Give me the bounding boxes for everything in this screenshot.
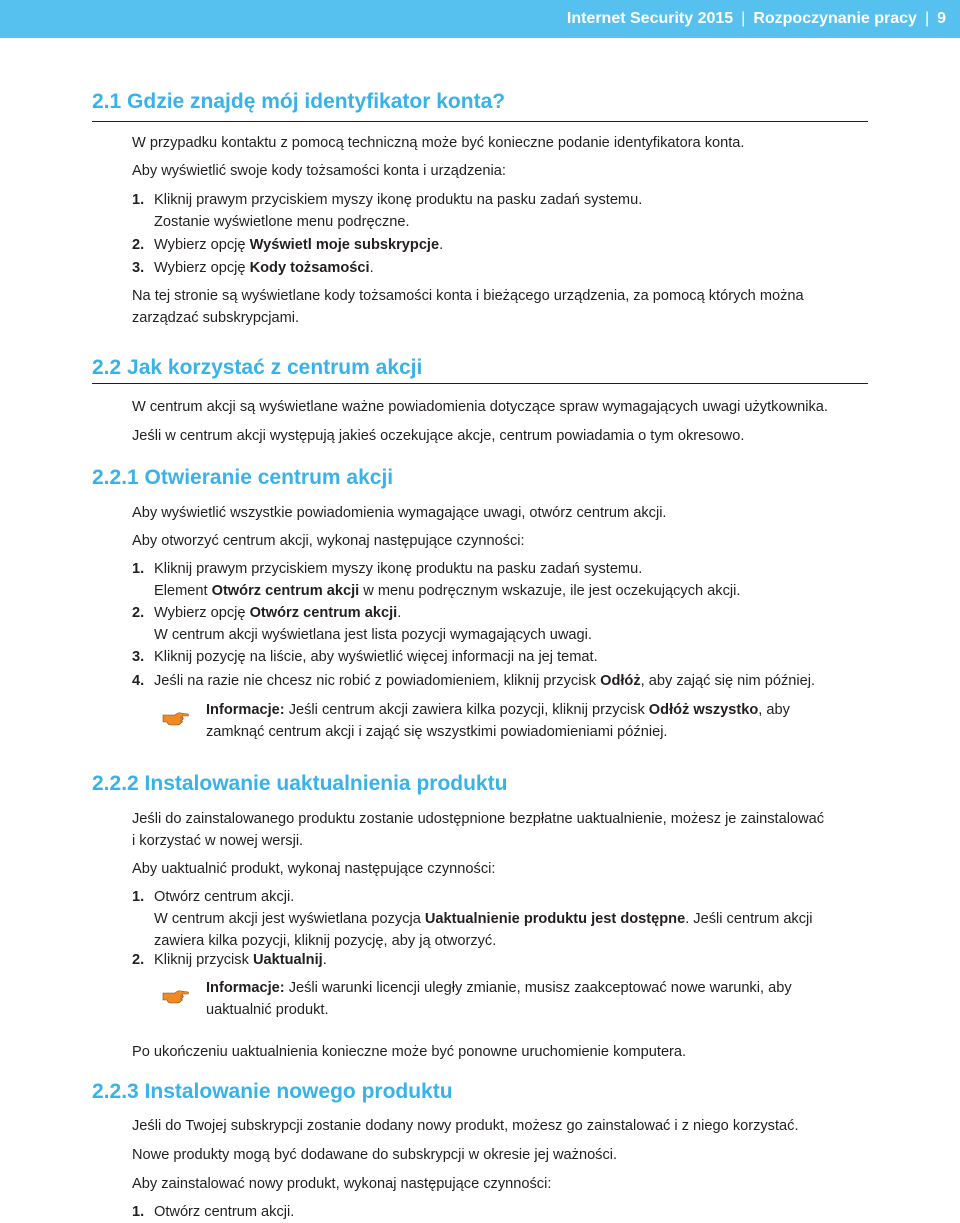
section-heading-2-2-1: 2.2.1 Otwieranie centrum akcji: [92, 466, 394, 489]
info-note: Informacje: Jeśli warunki licencji uległy zmianie, musisz zaakceptować nowe warunki, aby uaktualnić produkt.: [206, 980, 792, 1018]
menu-option-name: Kody tożsamości: [249, 260, 370, 276]
pointing-hand-icon: [162, 986, 190, 1004]
header-separator: |: [741, 10, 746, 27]
list-text: Kliknij prawym przyciskiem myszy ikonę produktu na pasku zadań systemu.: [154, 192, 643, 208]
menu-option-name: Wyświetl moje subskrypcje: [249, 237, 440, 253]
header-section: Rozpoczynanie pracy: [753, 10, 917, 27]
list-text: W centrum akcji wyświetlana jest lista pozycji wymagających uwagi.: [154, 627, 592, 643]
list-number: 2.: [132, 605, 145, 621]
list-number: 3.: [132, 649, 145, 665]
list-text: Wybierz opcję Kody tożsamości.: [154, 260, 374, 276]
list-text: W centrum akcji jest wyświetlana pozycja Uaktualnienie produktu jest dostępne. Jeśli centrum akcji: [154, 911, 813, 927]
list-text: Jeśli na razie nie chcesz nic robić z powiadomieniem, kliknij przycisk Odłóż, aby zająć się nim później.: [154, 673, 816, 689]
list-text: Otwórz centrum akcji.: [154, 889, 295, 905]
list-text: Kliknij przycisk Uaktualnij.: [154, 952, 327, 968]
paragraph: Aby wyświetlić swoje kody tożsamości konta i urządzenia:: [132, 163, 506, 179]
list-text: Wybierz opcję Wyświetl moje subskrypcje.: [154, 237, 444, 253]
pointing-hand-icon: [162, 708, 190, 726]
header-separator: |: [924, 10, 930, 27]
list-text: Element Otwórz centrum akcji w menu podręcznym wskazuje, ile jest oczekujących akcji.: [154, 583, 741, 599]
info-note: Informacje: Jeśli centrum akcji zawiera kilka pozycji, kliknij przycisk Odłóż wszystko, aby zamknąć centrum akcji i zająć się wszystkimi powiadomieniami później.: [206, 702, 790, 740]
section-heading-2-2: 2.2 Jak korzystać z centrum akcji: [92, 356, 423, 379]
paragraph: Jeśli do zainstalowanego produktu zostanie udostępnione bezpłatne uaktualnienie, możesz je zainstalować i korzystać w nowej wersji.: [132, 811, 825, 849]
paragraph: Na tej stronie są wyświetlane kody tożsamości konta i bieżącego urządzenia, za pomocą których można zarządzać subskrypcjami.: [132, 288, 804, 326]
paragraph: W przypadku kontaktu z pomocą techniczną może być konieczne podanie identyfikatora konta.: [132, 135, 745, 151]
list-text: Otwórz centrum akcji.: [154, 1204, 295, 1220]
list-number: 1.: [132, 889, 145, 905]
paragraph: Jeśli w centrum akcji występują jakieś oczekujące akcje, centrum powiadamia o tym okresowo.: [132, 428, 745, 444]
heading-rule: [92, 121, 868, 122]
section-heading-2-1: 2.1 Gdzie znajdę mój identyfikator konta?: [92, 90, 506, 113]
paragraph: Po ukończeniu uaktualnienia konieczne może być ponowne uruchomienie komputera.: [132, 1044, 687, 1060]
list-number: 1.: [132, 561, 145, 577]
list-number: 4.: [132, 673, 145, 689]
section-heading-2-2-2: 2.2.2 Instalowanie uaktualnienia produktu: [92, 772, 508, 795]
list-number: 2.: [132, 237, 145, 253]
paragraph: W centrum akcji są wyświetlane ważne powiadomienia dotyczące spraw wymagających uwagi użytkownika.: [132, 399, 828, 415]
page-number: 9: [937, 10, 946, 27]
paragraph: Aby uaktualnić produkt, wykonaj następujące czynności:: [132, 861, 496, 877]
header-product: Internet Security 2015: [566, 10, 734, 27]
list-text: Wybierz opcję Otwórz centrum akcji.: [154, 605, 402, 621]
list-text: Kliknij pozycję na liście, aby wyświetlić więcej informacji na jej temat.: [154, 649, 598, 665]
paragraph: Jeśli do Twojej subskrypcji zostanie dodany nowy produkt, możesz go zainstalować i z niego korzystać.: [132, 1118, 799, 1134]
note-label: Informacje:: [206, 980, 285, 996]
section-heading-2-2-3: 2.2.3 Instalowanie nowego produktu: [92, 1080, 453, 1103]
note-label: Informacje:: [206, 702, 285, 718]
list-text: Kliknij prawym przyciskiem myszy ikonę produktu na pasku zadań systemu.: [154, 561, 643, 577]
heading-rule: [92, 383, 868, 384]
list-number: 2.: [132, 952, 145, 968]
list-number: 3.: [132, 260, 145, 276]
paragraph: Aby wyświetlić wszystkie powiadomienia wymagające uwagi, otwórz centrum akcji.: [132, 505, 667, 521]
paragraph: Aby zainstalować nowy produkt, wykonaj następujące czynności:: [132, 1176, 552, 1192]
list-text: zawiera kilka pozycji, kliknij pozycję, aby ją otworzyć.: [154, 933, 497, 949]
list-text: Zostanie wyświetlone menu podręczne.: [154, 214, 410, 230]
paragraph: Aby otworzyć centrum akcji, wykonaj następujące czynności:: [132, 533, 525, 549]
page-header: [0, 0, 960, 38]
list-number: 1.: [132, 192, 145, 208]
paragraph: Nowe produkty mogą być dodawane do subskrypcji w okresie jej ważności.: [132, 1147, 618, 1163]
list-number: 1.: [132, 1204, 145, 1220]
